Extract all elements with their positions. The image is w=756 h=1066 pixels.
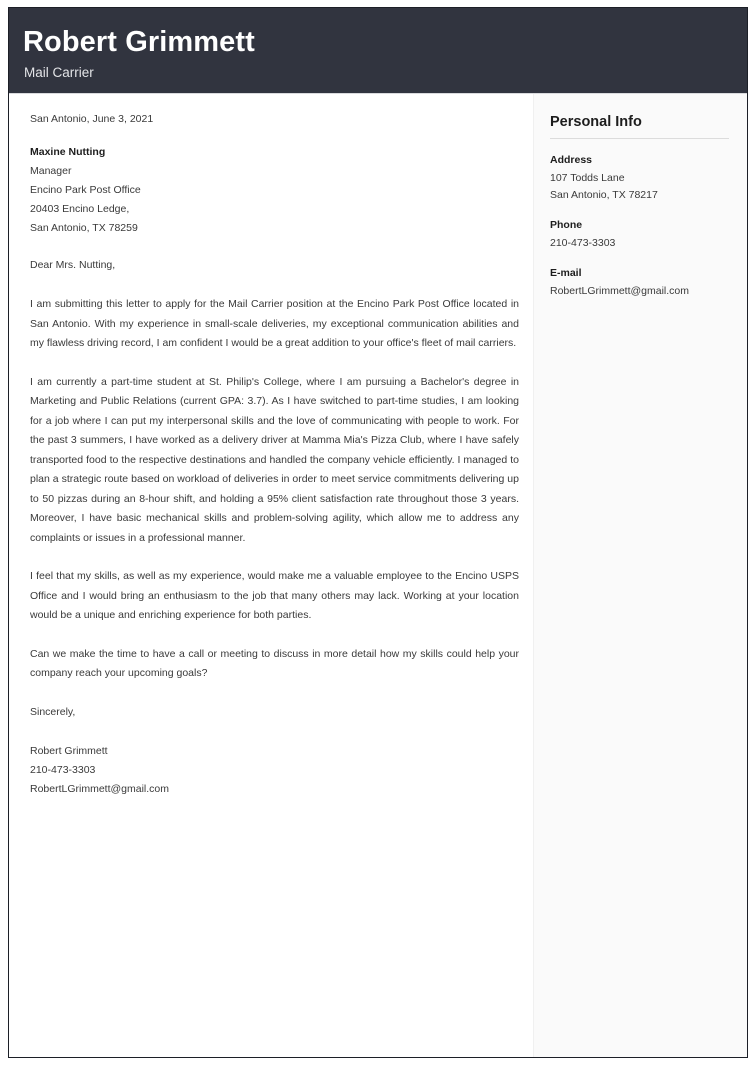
letter-body (9, 94, 747, 1057)
recipient-company: Encino Park Post Office (30, 184, 141, 196)
info-label-address: Address (550, 154, 593, 166)
sidebar-title: Personal Info (550, 114, 642, 130)
info-group-phone (550, 217, 729, 252)
info-value-phone: 210-473-3303 (550, 237, 616, 249)
signature-email: RobertLGrimmett@gmail.com (30, 782, 170, 795)
info-group-address (550, 152, 729, 204)
personal-info-sidebar (533, 94, 747, 1057)
letter-header-banner (9, 8, 747, 94)
info-label-email: E-mail (550, 267, 582, 279)
letter-salutation: Dear Mrs. Nutting, (30, 259, 116, 271)
recipient-address-block (30, 143, 519, 238)
recipient-city-state-zip: San Antonio, TX 78259 (30, 222, 138, 234)
candidate-name: Robert Grimmett (23, 26, 255, 58)
recipient-title: Manager (30, 165, 72, 177)
signature-name: Robert Grimmett (30, 744, 108, 757)
info-value-address-line-2: San Antonio, TX 78217 (550, 189, 658, 201)
info-group-email (550, 265, 729, 300)
letter-paragraph-4: Can we make the time to have a call or meeting to discuss in more detail how my skills could help your company reach your upcoming goals? (30, 647, 519, 679)
candidate-job-title: Mail Carrier (24, 65, 94, 80)
letter-paragraph-3: I feel that my skills, as well as my experience, would make me a valuable employee to the Encino USPS Office and I would bring an enthusiasm to the job that many others may lack. Working at your location would be a unique and enriching experience for both parties. (30, 570, 519, 621)
letter-main-column (9, 94, 533, 1057)
sidebar-title-divider (550, 138, 729, 139)
recipient-street: 20403 Encino Ledge, (30, 203, 130, 215)
signature-phone: 210-473-3303 (30, 763, 96, 776)
letter-paragraph-1: I am submitting this letter to apply for the Mail Carrier position at the Encino Park Post Office located in San Antonio. With my experience in small-scale deliveries, my exceptional communication abilities and my flawless driving record, I am confident I would be a great addition to your office's fleet of mail carriers. (30, 298, 519, 349)
info-label-phone: Phone (550, 219, 583, 231)
info-value-email: RobertLGrimmett@gmail.com (550, 285, 690, 297)
letter-paragraph-2: I am currently a part-time student at St. Philip's College, where I am pursuing a Bachelor's degree in Marketing and Public Relations (current GPA: 3.7). As I have switched to part-time studies, I am looking for a job where I can put my interpersonal skills and the love of communicating with people to work. For the past 3 summers, I have worked as a delivery driver at Mamma Mia's Pizza Club, where I have safely transported food to the respective destinations and handled the company vehicle efficiently. I managed to plan a strategic route based on workload of deliveries in order to meet service commitments delivering up to 50 pizzas during an 8-hour shift, and holding a 95% client satisfaction rate throughout those 3 years. Moreover, I have basic mechanical skills and problem-solving agility, which allow me to address any complaints or issues in a professional manner. (30, 375, 519, 544)
info-value-address-line-1: 107 Todds Lane (550, 172, 625, 184)
letter-date: San Antonio, June 3, 2021 (30, 113, 154, 125)
signature-block (30, 742, 519, 799)
recipient-name: Maxine Nutting (30, 146, 106, 158)
letter-sheet (8, 7, 748, 1058)
letter-closing: Sincerely, (30, 705, 76, 718)
